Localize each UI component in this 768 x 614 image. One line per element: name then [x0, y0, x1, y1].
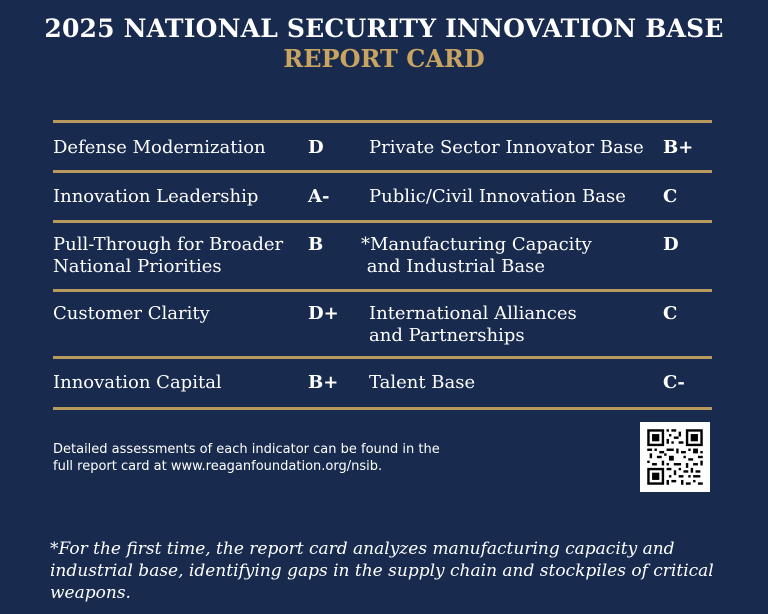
indicator-grade: B+	[308, 372, 339, 393]
indicator-grade: C-	[663, 372, 685, 393]
indicator-grade: B+	[663, 137, 694, 158]
indicator-label: Private Sector Innovator Base	[369, 137, 644, 158]
indicator-grade: C	[663, 303, 678, 324]
indicator-grade: C	[663, 186, 678, 207]
indicator-label: Innovation Leadership	[53, 186, 259, 207]
manufacturing-footnote: *For the first time, the report card analyzes manufacturing capacity and industrial base, identifying gaps in the supply chain and stockpiles of critical weapons.	[50, 539, 714, 603]
details-line: Detailed assessments of each indicator can be found in the	[53, 442, 440, 457]
indicator-label: Defense Modernization	[53, 137, 266, 158]
table-row	[53, 359, 712, 407]
indicator-grade: D	[663, 234, 679, 255]
indicator-label: Customer Clarity	[53, 303, 210, 324]
grades-table	[53, 120, 712, 410]
table-row	[53, 223, 712, 289]
indicator-label: Pull-Through for Broader National Priorities	[53, 234, 284, 277]
indicator-grade: A-	[308, 186, 330, 207]
details-line: full report card at www.reaganfoundation.org/nsib.	[53, 459, 383, 474]
table-row	[53, 292, 712, 356]
indicator-label: International Alliances and Partnerships	[369, 303, 577, 346]
table-row	[53, 123, 712, 170]
indicator-grade: D+	[308, 303, 339, 324]
indicator-label: *Manufacturing Capacity and Industrial Base	[361, 234, 592, 277]
divider	[53, 407, 712, 410]
indicator-grade: D	[308, 137, 324, 158]
page-title: 2025 NATIONAL SECURITY INNOVATION BASE	[44, 14, 724, 43]
indicator-label: Innovation Capital	[53, 372, 222, 393]
indicator-grade: B	[308, 234, 324, 255]
indicator-label: Talent Base	[369, 372, 476, 393]
details-note	[53, 441, 503, 475]
qr-code-icon	[640, 422, 710, 492]
qr-code-graphic	[640, 422, 710, 492]
table-row	[53, 173, 712, 220]
page-subtitle: REPORT CARD	[283, 44, 485, 73]
indicator-label: Public/Civil Innovation Base	[369, 186, 626, 207]
